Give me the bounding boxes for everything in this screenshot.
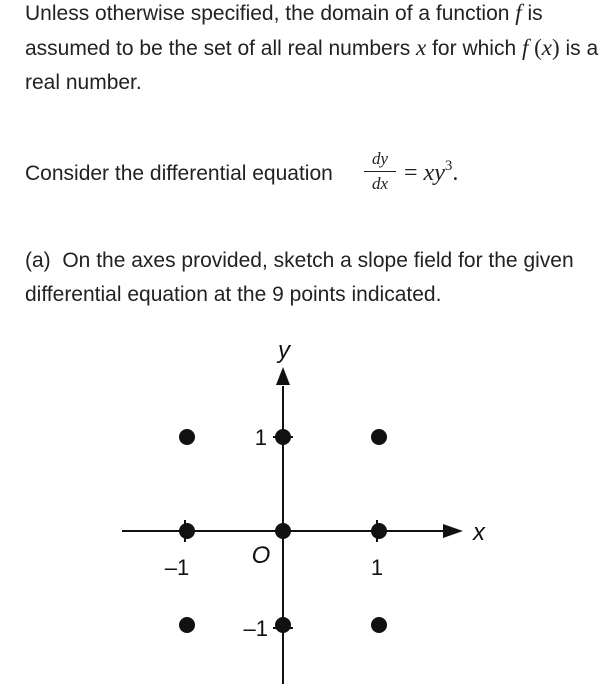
intro-text-1: Unless otherwise specified, the domain of a function xyxy=(25,2,516,25)
y-axis-arrowhead xyxy=(276,367,290,385)
grid-point[interactable] xyxy=(371,429,387,445)
x-tick-label-neg-one: –1 xyxy=(164,555,190,580)
x-axis-arrowhead xyxy=(443,524,463,538)
grid-point[interactable] xyxy=(371,617,387,633)
part-a-label: (a) xyxy=(25,249,51,272)
fraction-numerator: dy xyxy=(364,148,396,172)
intro-text-2: is assumed to be the set of all real numbers xyxy=(25,2,543,60)
x-tick-label-pos-one: 1 xyxy=(370,555,384,580)
equation-period: . xyxy=(452,160,459,186)
intro-text-4: is a real number. xyxy=(25,37,599,94)
intro-text-3: for which xyxy=(426,37,522,60)
rhs-exponent: 3 xyxy=(444,158,453,174)
grid-point[interactable] xyxy=(275,617,291,633)
origin-label: O xyxy=(251,542,271,569)
intro-f-symbol: f xyxy=(515,0,522,25)
intro-paren-open: ( xyxy=(528,35,542,60)
intro-f-of-x-arg: x xyxy=(541,35,552,60)
grid-point[interactable] xyxy=(275,429,291,445)
grid-point[interactable] xyxy=(371,523,387,539)
fraction-denominator: dx xyxy=(371,174,389,193)
part-a-text: On the axes provided, sketch a slope field for the given differential equation at the 9 points indicated. xyxy=(25,249,574,306)
grid-point[interactable] xyxy=(179,617,195,633)
rhs-y: y xyxy=(434,160,445,186)
x-axis-label: x xyxy=(473,519,485,546)
intro-x-symbol: x xyxy=(416,35,427,60)
grid-point[interactable] xyxy=(275,523,291,539)
intro-paren-close: ) xyxy=(552,35,560,60)
rhs-x: x xyxy=(423,160,435,186)
y-axis-label: y xyxy=(278,337,290,364)
equation-lead-text: Consider the differential equation xyxy=(25,162,333,185)
grid-point[interactable] xyxy=(179,523,195,539)
intro-f-of-x-f: f xyxy=(521,35,529,60)
y-tick-label-pos-one: 1 xyxy=(254,425,267,450)
equals-sign: = xyxy=(404,160,424,186)
grid-point[interactable] xyxy=(179,429,195,445)
y-tick-label-neg-one: –1 xyxy=(243,616,268,641)
